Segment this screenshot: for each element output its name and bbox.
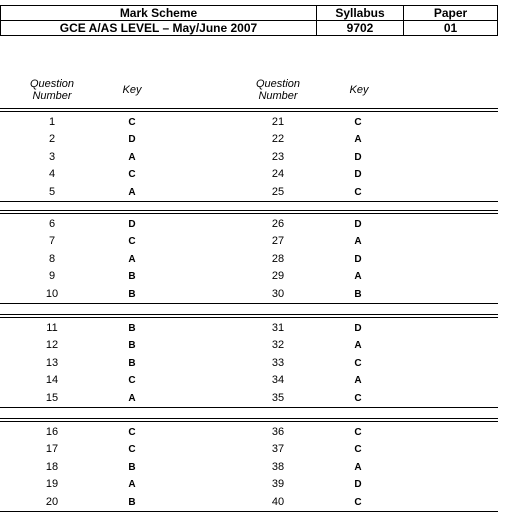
answer-key: A: [128, 479, 136, 491]
answer-key: C: [354, 427, 362, 438]
question-number: 33: [271, 356, 285, 369]
answer-key: B: [128, 340, 136, 352]
syllabus-label: Syllabus: [317, 6, 404, 21]
question-number: 9: [48, 270, 56, 283]
question-number: 5: [48, 185, 56, 198]
question-number: 39: [271, 478, 285, 491]
answer-key: B: [128, 323, 136, 334]
question-number: 11: [46, 322, 58, 334]
question-number: 18: [45, 460, 59, 473]
answer-key: C: [354, 186, 362, 198]
paper-label: Paper: [404, 6, 498, 21]
group-top-rule: [0, 418, 498, 422]
answer-row: [0, 337, 498, 354]
answer-key: B: [128, 271, 136, 283]
question-number: 23: [271, 150, 285, 163]
answer-row: [0, 131, 498, 148]
answer-key: A: [128, 253, 136, 265]
question-number: 4: [48, 168, 56, 181]
answer-key: B: [128, 357, 136, 369]
question-number: 26: [271, 218, 285, 230]
answer-key: C: [128, 375, 136, 387]
question-number: 16: [45, 426, 59, 438]
question-number: 22: [271, 133, 285, 146]
group-top-rule: [0, 210, 498, 214]
answer-row: [0, 216, 498, 233]
group-bottom-rule: [0, 201, 498, 202]
question-number: 10: [45, 287, 59, 300]
syllabus-code: 9702: [317, 21, 404, 36]
answer-key: A: [128, 151, 136, 163]
answer-key: C: [128, 427, 136, 438]
answer-row: [0, 476, 498, 493]
question-number-header-left: Question Number: [29, 78, 75, 102]
answer-row: [0, 268, 498, 285]
question-number: 34: [271, 374, 285, 387]
question-number: 1: [48, 116, 56, 128]
question-number: 35: [271, 391, 285, 404]
answer-key: C: [354, 496, 362, 508]
question-number: 30: [271, 287, 285, 300]
answer-key: C: [128, 444, 136, 456]
answer-key: B: [354, 288, 362, 300]
question-number: 25: [271, 185, 285, 198]
answer-key: A: [354, 134, 362, 146]
answer-row: [0, 390, 498, 407]
key-header-left: Key: [122, 84, 142, 96]
question-number: 7: [48, 235, 56, 248]
answer-key: D: [354, 479, 362, 491]
question-number-header-right: Question Number: [255, 78, 301, 102]
question-number: 17: [45, 443, 59, 456]
question-number: 14: [45, 374, 59, 387]
answer-row: [0, 149, 498, 166]
question-number: 27: [271, 235, 285, 248]
answer-key: A: [128, 186, 136, 198]
header-table: [0, 5, 498, 36]
answer-row: [0, 372, 498, 389]
question-number: 2: [48, 133, 56, 146]
answer-row: [0, 355, 498, 372]
answer-key: D: [354, 169, 362, 181]
answer-key: D: [354, 323, 362, 334]
group-bottom-rule: [0, 407, 498, 408]
question-number: 37: [271, 443, 285, 456]
answer-key: C: [354, 444, 362, 456]
question-number: 12: [45, 339, 59, 352]
question-number: 40: [271, 495, 285, 508]
question-number: 8: [48, 252, 56, 265]
group-top-rule: [0, 314, 498, 318]
answer-key: C: [354, 392, 362, 404]
question-number: 32: [271, 339, 285, 352]
question-number: 20: [45, 495, 59, 508]
question-number: 3: [48, 150, 56, 163]
answer-key: A: [128, 392, 136, 404]
answer-key: B: [128, 496, 136, 508]
answer-key: B: [128, 461, 136, 473]
question-number: 38: [271, 460, 285, 473]
group-bottom-rule: [0, 511, 498, 512]
question-number: 36: [271, 426, 285, 438]
answer-key: A: [354, 461, 362, 473]
answer-key: A: [354, 271, 362, 283]
answer-key: C: [128, 169, 136, 181]
question-number: 21: [271, 116, 285, 128]
answer-row: [0, 320, 498, 337]
question-number: 31: [271, 322, 285, 334]
answer-key: C: [354, 357, 362, 369]
question-number: 19: [45, 478, 59, 491]
mark-scheme-label: Mark Scheme: [1, 6, 317, 21]
answer-row: [0, 459, 498, 476]
answer-key: D: [354, 219, 362, 230]
question-number: 29: [271, 270, 285, 283]
answer-row: [0, 233, 498, 250]
answer-row: [0, 494, 498, 511]
answer-key: D: [354, 151, 362, 163]
answer-key: D: [128, 219, 136, 230]
answer-key: A: [354, 236, 362, 248]
answer-row: [0, 114, 498, 131]
exam-title: GCE A/AS LEVEL – May/June 2007: [1, 21, 317, 36]
answer-key: C: [354, 117, 362, 128]
group-top-rule: [0, 108, 498, 112]
group-bottom-rule: [0, 303, 498, 304]
key-header-right: Key: [349, 84, 369, 96]
question-number: 13: [45, 356, 59, 369]
answer-row: [0, 251, 498, 268]
paper-number: 01: [404, 21, 498, 36]
answer-row: [0, 166, 498, 183]
question-number: 28: [271, 252, 285, 265]
answer-key: A: [354, 375, 362, 387]
question-number: 6: [48, 218, 56, 230]
answer-row: [0, 424, 498, 441]
answer-key: C: [128, 117, 136, 128]
answer-row: [0, 286, 498, 303]
answer-key: D: [128, 134, 136, 146]
answer-key: C: [128, 236, 136, 248]
answer-key: A: [354, 340, 362, 352]
answer-key: D: [354, 253, 362, 265]
answer-row: [0, 441, 498, 458]
question-number: 15: [45, 391, 59, 404]
question-number: 24: [271, 168, 285, 181]
answer-row: [0, 184, 498, 201]
answer-key: B: [128, 288, 136, 300]
